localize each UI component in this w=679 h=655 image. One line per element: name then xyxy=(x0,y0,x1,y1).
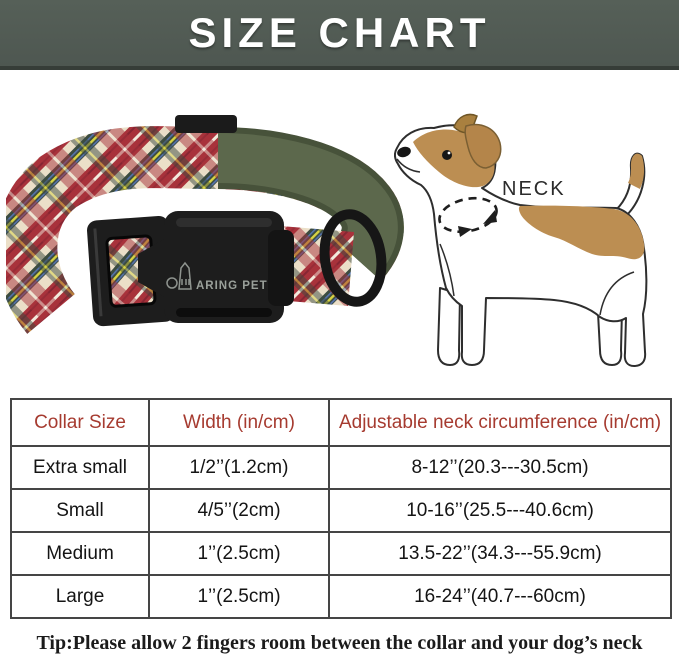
dog-eye-glint xyxy=(448,152,451,155)
product-illustration-section xyxy=(0,70,679,398)
cell-size: Extra small xyxy=(11,446,149,489)
buckle-top-tab xyxy=(175,115,237,133)
column-header-width: Width (in/cm) xyxy=(149,399,329,446)
page-title: SIZE CHART xyxy=(188,9,491,56)
cell-neck: 16-24’’(40.7---60cm) xyxy=(329,575,671,618)
cell-size: Large xyxy=(11,575,149,618)
table-row-small xyxy=(11,489,671,532)
cell-width: 1/2’’(1.2cm) xyxy=(149,446,329,489)
column-header-neck-circumference: Adjustable neck circumference (in/cm) xyxy=(329,399,671,446)
size-chart-table xyxy=(10,398,672,619)
cell-neck: 10-16’’(25.5---40.6cm) xyxy=(329,489,671,532)
cell-neck: 13.5-22’’(34.3---55.9cm) xyxy=(329,532,671,575)
neck-label: NECK xyxy=(502,178,566,200)
cell-size: Small xyxy=(11,489,149,532)
cell-width: 4/5’’(2cm) xyxy=(149,489,329,532)
column-header-collar-size: Collar Size xyxy=(11,399,149,446)
brand-label: ARING PET xyxy=(196,280,268,292)
buckle xyxy=(86,211,294,327)
cell-width: 1’’(2.5cm) xyxy=(149,575,329,618)
collar-product-image xyxy=(6,92,408,358)
fit-tip-text: Tip:Please allow 2 fingers room between the collar and your dog’s neck xyxy=(36,632,643,654)
cell-neck: 8-12’’(20.3---30.5cm) xyxy=(329,446,671,489)
table-header-row xyxy=(11,399,671,446)
size-chart-banner xyxy=(0,0,679,70)
dog-neck-diagram xyxy=(394,98,674,390)
cell-width: 1’’(2.5cm) xyxy=(149,532,329,575)
dog-eye xyxy=(442,150,452,160)
cell-size: Medium xyxy=(11,532,149,575)
table-row-large xyxy=(11,575,671,618)
table-row-extra-small xyxy=(11,446,671,489)
table-row-medium xyxy=(11,532,671,575)
